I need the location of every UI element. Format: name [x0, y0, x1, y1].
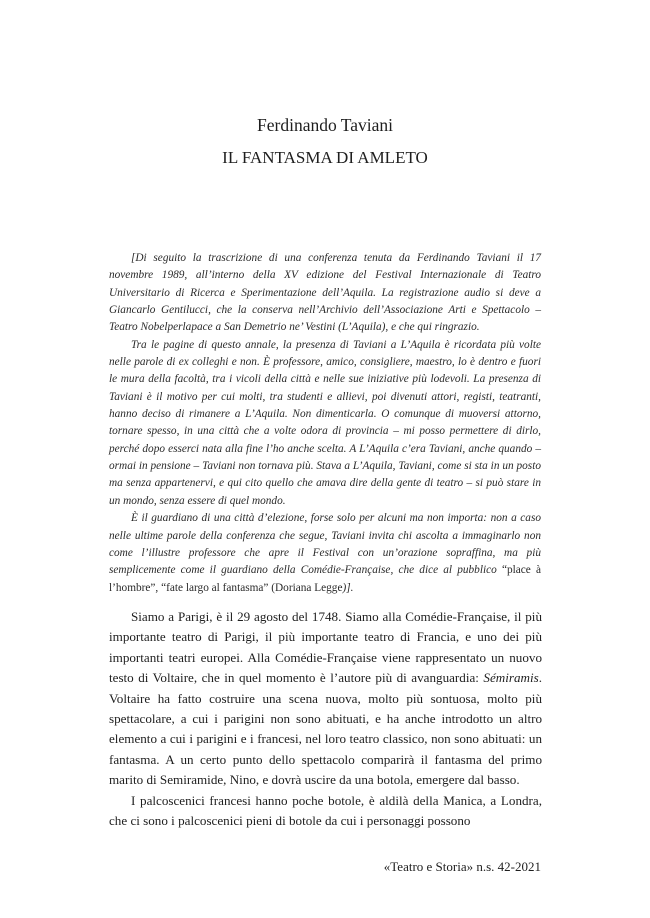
intro-text: È il guardiano di una città d’elezione, forse solo per alcuni ma non importa: non a caso nelle ultime parole della conferenza che segue, Taviani invita chi ascolta a immaginarlo non come l’illustre professore che apre il Festival con un’orazione sopraffina, ma più semplicemente come il guardiano della Comédie-Française, che dice al pubblico	[109, 512, 541, 577]
intro-paragraph: [Di seguito la trascrizione di una conferenza tenuta da Ferdinando Taviani il 17 novembre 1989, all’interno della XV edizione del Festival Internazionale di Teatro Universitario di Ricerca e Sperimentazione dell’Aquila. La registrazione audio si deve a Giancarlo Gentilucci, che la conserva nell’Archivio dell’Associazione Arti e Spettacolo – Teatro Nobelperlapace a San Demetrio ne’ Vestini (L’Aquila), e che qui ringrazio.	[109, 252, 541, 334]
intro-closing: )].	[342, 581, 354, 594]
body-text: Siamo a Parigi, è il 29 agosto del 1748. Siamo alla Comédie-Française, il più importante teatro di Parigi, il più importante teatro di Francia, e uno dei più importanti teatri europei. Alla Comédie-Française viene rappresentato un nuovo testo di Voltaire, che in quel momento è l’autore più di avanguardia:	[109, 609, 542, 686]
quoted-phrase: “place à l’hombre”, “fate largo al fantasma”	[109, 564, 541, 594]
intro-paragraph	[109, 510, 541, 597]
article-body	[109, 607, 542, 831]
author-name: Ferdinando Taviani	[257, 115, 393, 135]
intro-signature: (Doriana Legge	[271, 581, 343, 594]
body-paragraph: I palcoscenici francesi hanno poche botole, è aldilà della Manica, a Londra, che ci sono i palcoscenici pieni di botole da cui i personaggi possono	[109, 792, 542, 829]
body-text: . Voltaire ha fatto costruire una scena nuova, molto più sontuosa, molto più spettacolare, a cui i parigini non sono abituati, e ha anche introdotto un altro elemento a cui i parigini e i francesi, nel loro teatro classico, non sono abituati: un fantasma. A un certo punto dello spettacolo comparirà il fantasma del primo marito di Semiramide, Nino, e dovrà uscire da una botola, emergere dal basso.	[109, 670, 542, 788]
body-paragraph	[109, 607, 542, 791]
work-title: Sémiramis	[483, 670, 539, 686]
editorial-introduction	[109, 250, 541, 597]
journal-footer: «Teatro e Storia» n.s. 42-2021	[383, 859, 541, 874]
article-title: IL FANTASMA DI AMLETO	[222, 148, 428, 167]
intro-paragraph: Tra le pagine di questo annale, la presenza di Taviani a L’Aquila è ricordata più volte nelle parole di ex colleghi e non. È professore, amico, consigliere, maestro, lo è dentro e fuori le mura della facoltà, tra i vicoli della città e nelle sue iniziative più lodevoli. La presenza di Taviani è il motivo per cui molti, tra studenti e allievi, poi divenuti attori, registi, teatranti, hanno deciso di rimanere a L’Aquila. Non dimenticarla. O comunque di muoversi attorno, tornare spesso, in una città che a volte odora di provincia – mi posso permettere di dirlo, perché dopo esserci nata alla fine l’ho anche scelta. A L’Aquila c’era Taviani, anche quando – ormai in pensione – Taviani non tornava più. Stava a L’Aquila, Taviani, come si sta in un posto ma senza appartenervi, e qui cito quello che amava dire della gente di teatro – si può stare in un mondo, senza essere di quel mondo.	[109, 338, 541, 507]
